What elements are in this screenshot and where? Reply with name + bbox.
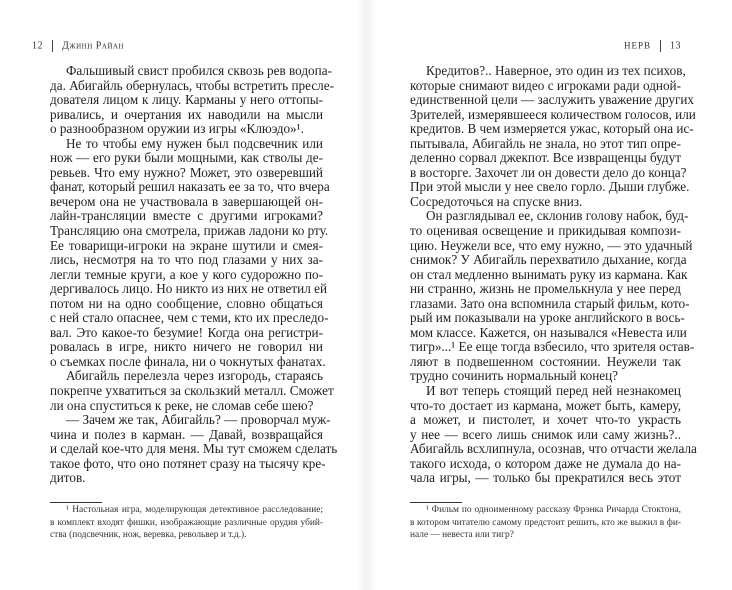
footnote-line: в котором читателю самому предстоит решить, кто же выжил в фи-: [410, 517, 681, 528]
page-header: [32, 40, 124, 52]
footnote-line: ства (подсвечник, нож, веревка, револьвер и т.д.).: [50, 530, 247, 540]
text-line: пытывала, Абигайль не знала, но этот тип опре-: [410, 135, 681, 151]
text-line: лайн-трансляции вместе с другими игроками?: [50, 208, 323, 224]
text-line: мом классе. Кажется, он назывался «Невеста или: [410, 324, 687, 340]
text-line: такое фото, что оно потянет сразу на тысячу кре-: [50, 455, 326, 471]
text-line: И вот теперь стоящий перед ней незнакомец: [426, 383, 681, 399]
paragraph: [410, 383, 697, 486]
footnote-line: нале — невеста или тигр?: [410, 530, 514, 540]
text-line: дитов.: [50, 470, 86, 486]
paragraph: [50, 368, 334, 413]
text-line: такого исхода, о котором даже не думала до на-: [410, 455, 681, 471]
text-line: чина и полез в карман. — Давай, возвращайся: [50, 426, 323, 442]
text-line: вал. Это какое-то безумие! Когда она регистри-: [50, 324, 323, 340]
text-line: нож — его руки были мощными, как стволы де-: [50, 150, 323, 166]
page-number: 13: [670, 40, 681, 52]
running-head: НЕРВ: [623, 40, 651, 51]
text-line: ни странно, жизнь не промелькнула у нее перед: [410, 281, 681, 297]
text-line: цию. Неужели все, что ему нужно, — это удачный: [410, 237, 693, 253]
text-line: кредитов. В чем измеряется ужас, который она ис-: [410, 121, 694, 137]
text-line: ли она спуститься к реке, не сломав себе шею?: [50, 397, 314, 413]
text-line: о съемках после финала, ни о чокнутых фанатах.: [50, 353, 326, 369]
text-line: ривались, и очертания их наводили на мысли: [50, 106, 323, 122]
header-divider: [660, 40, 661, 52]
text-line: вечером она не участвовала в завершающей он-: [50, 193, 323, 209]
text-line: которые снимают видео с игроками ради одной-: [410, 77, 681, 93]
text-line: да. Абигайль обернулась, чтобы встретить пресле-: [50, 77, 334, 93]
running-head: Джинн Райан: [62, 40, 125, 52]
footnote-line: в комплект входят фишки, изображающие различные орудия убий-: [50, 517, 323, 528]
text-line: снимок? У Абигайль перехватило дыхание, когда: [410, 252, 687, 268]
text-line: дователя лицом к лицу. Карманы у него оттопы-: [50, 92, 323, 108]
text-line: с ней стало опаснее, чем с теми, кто их преследо-: [50, 310, 329, 326]
text-line: глазами. Зато она вспомнила старый фильм, кото-: [410, 295, 690, 311]
text-line: покрепче ухватиться за скользкий металл. Сможет: [50, 383, 334, 399]
footnote: [410, 504, 681, 542]
text-line: рый им показывали на уроке английского в вось-: [410, 310, 685, 326]
text-line: Трансляцию она смотрела, прижав ладони ко рту.: [50, 223, 329, 239]
text-line: и сделай кое-что для меня. Мы тут сможем сделать: [50, 441, 338, 457]
text-line: лись, несмотря на то что под глазами у них за-: [50, 252, 323, 268]
text-line: При этой мысли у нее свело горло. Дыши глубже.: [410, 179, 690, 195]
paragraph: [410, 208, 695, 384]
text-line: Он разглядывал ее, склонив голову набок, буд-: [426, 208, 689, 224]
text-line: — Зачем же так, Абигайль? — проворчал муж-: [66, 412, 331, 428]
text-line: трудно сочинить нормальный конец?: [410, 368, 619, 384]
left-page: [32, 0, 338, 590]
text-line: Ее товарищи-игроки на экране шутили и смея-: [50, 237, 323, 253]
page-body: [50, 63, 338, 486]
text-line: у нее — всего лишь снимок или саму жизнь?..: [410, 426, 681, 442]
footnote-divider: [410, 502, 462, 503]
paragraph: [410, 63, 696, 209]
footnote-divider: [50, 502, 102, 503]
right-page: [410, 0, 697, 590]
text-line: деленно сорвал джекпот. Все извращенцы будут: [410, 150, 681, 166]
paragraph: [50, 135, 330, 370]
page-number: 12: [32, 40, 43, 52]
text-line: тигр»...¹ Ее еще тогда взбесило, что зрителя остав-: [410, 339, 695, 355]
text-line: о разнообразном оружии из игры «Клюэдо»¹.: [50, 121, 304, 137]
footnote-line: ¹ Настольная игра, моделирующая детективное расследование;: [66, 505, 323, 515]
header-divider: [52, 40, 53, 52]
page-body: [410, 63, 697, 486]
text-line: дергивалось лицо. Но никто из них не ответил ей: [50, 281, 328, 297]
text-line: ревьев. Что ему нужно? Может, это озверевший: [50, 164, 323, 180]
text-line: то оценивая освещение и прикидывая компози-: [410, 223, 681, 239]
page-header: [624, 40, 681, 52]
text-line: ровалась в игре, никто ничего не говорил ни: [50, 339, 323, 355]
book-gutter: [356, 0, 376, 590]
footnote: [50, 504, 323, 542]
paragraph: [50, 63, 334, 137]
paragraph: [50, 412, 338, 486]
text-line: фанат, который решил наказать ее за то, что вчера: [50, 179, 330, 195]
text-line: что-то достает из кармана, может быть, камеру,: [410, 397, 681, 413]
text-line: Абигайль всхлипнула, осознав, что отчасти желала: [410, 441, 697, 457]
text-line: чала игры, — только бы прекратился весь этот: [410, 470, 681, 486]
text-line: легли темные круги, а кое у кого судорожно по-: [50, 266, 323, 282]
text-line: ляют в подвешенном состоянии. Неужели так: [410, 353, 681, 369]
footnote-line: ¹ Фильм по одноименному рассказу Фрэнка Ричарда Стоктона,: [426, 505, 681, 515]
text-line: Абигайль перелезла через изгородь, стараясь: [66, 368, 323, 384]
text-line: Фальшивый свист пробился сквозь рев водопа-: [66, 63, 332, 78]
text-line: в восторге. Захочет ли он довести дело до конца?: [410, 164, 687, 180]
text-line: Зрителей, измерявшееся количеством голосов, или: [410, 106, 696, 122]
text-line: а может, и пистолет, и хочет что-то украсть: [410, 412, 681, 428]
text-line: потом ни на одно сообщение, словно общаться: [50, 295, 323, 311]
text-line: Не то чтобы ему нужен был подсвечник или: [66, 135, 323, 151]
text-line: он стал медленно вынимать руку из кармана. Как: [410, 266, 688, 282]
text-line: Сосредоточься на спуске вниз.: [410, 193, 583, 209]
text-line: единственной цели — заслужить уважение других: [410, 92, 695, 108]
text-line: Кредитов?.. Наверное, это один из тех психов,: [426, 63, 686, 78]
